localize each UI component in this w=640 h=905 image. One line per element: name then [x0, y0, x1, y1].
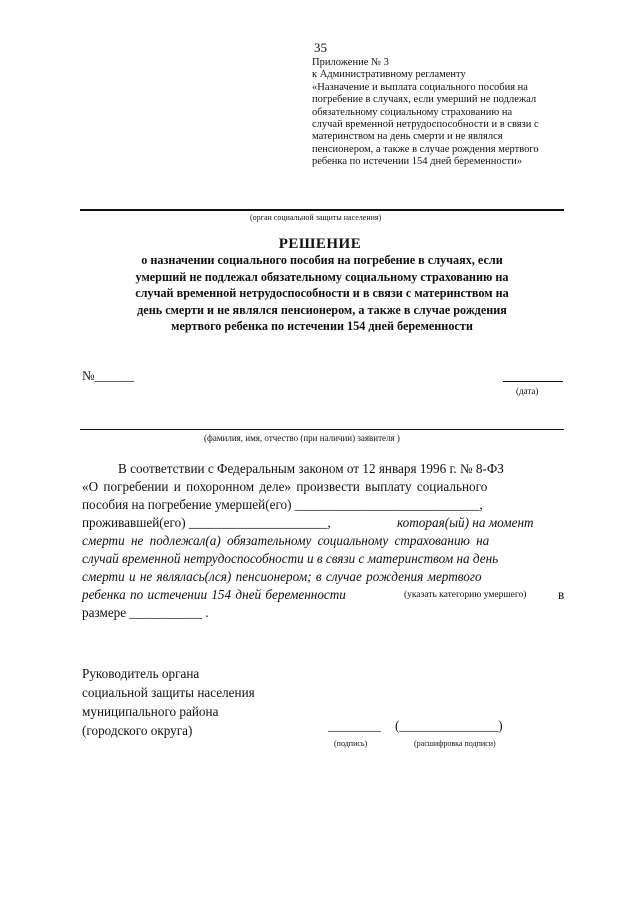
- category-hint: (указать категорию умершего): [404, 590, 527, 600]
- body-line: В соответствии с Федеральным законом от 12 января 1996 г. № 8-ФЗ: [118, 461, 504, 476]
- appendix-line: «Назначение и выплата социального пособия на: [312, 81, 528, 93]
- authority-caption: (орган социальной защиты населения): [250, 213, 382, 222]
- appendix-line: случай временной нетрудоспособности и в связи с: [312, 119, 539, 131]
- appendix-line: материнством на день смерти и не являлся: [312, 131, 503, 143]
- signature-caption: (подпись): [334, 739, 368, 748]
- subtitle-line: мертвого ребенка по истечении 154 дней беременности: [171, 319, 473, 334]
- subtitle-line: день смерти и не являлся пенсионером, а также в случае рождения: [137, 302, 507, 317]
- signatory-line: Руководитель органа: [82, 666, 200, 681]
- body-line: случай временной нетрудоспособности и в связи с материнством на день: [82, 551, 499, 566]
- document-title: РЕШЕНИЕ: [278, 236, 362, 252]
- appendix-line: к Административному регламенту: [312, 69, 466, 81]
- signature-blank: ________: [328, 718, 381, 733]
- page-number: 35: [314, 40, 327, 55]
- document-subtitle: [82, 252, 562, 335]
- document-number: №______: [82, 368, 135, 383]
- signatory-line: муниципального района: [82, 704, 219, 719]
- applicant-line: [80, 429, 564, 430]
- date-caption: (дата): [516, 386, 539, 396]
- date-line: [503, 381, 563, 382]
- body-line: смерти и не являлась(лся) пенсионером; в случае рождения мертвого: [82, 569, 482, 584]
- signatory-block: [82, 664, 255, 740]
- body-line: «О погребении и похоронном деле» произвести выплату социального: [82, 479, 488, 494]
- applicant-caption: (фамилия, имя, отчество (при наличии) заявителя ): [204, 433, 400, 443]
- signatory-line: социальной защиты населения: [82, 685, 255, 700]
- appendix-line: ребенка по истечении 154 дней беременности»: [312, 156, 522, 168]
- appendix-line: Приложение № 3: [312, 57, 389, 68]
- subtitle-line: случай временной нетрудоспособности и в связи с материнством на: [135, 286, 509, 301]
- body-line: ребенка по истечении 154 дней беременности: [82, 587, 346, 602]
- appendix-header: [312, 57, 539, 169]
- signature-decoding-caption: (расшифровка подписи): [414, 739, 496, 748]
- signature-decoding-blank: (_______________): [395, 718, 503, 733]
- body-line: в: [558, 587, 565, 602]
- body-line: смерти не подлежал(а) обязательному социальному страхованию на: [82, 533, 490, 548]
- appendix-line: пенсионером, а также в случае рождения мертвого: [312, 143, 539, 155]
- subtitle-line: о назначении социального пособия на погребение в случаях, если: [141, 253, 503, 267]
- signatory-line: (городского округа): [82, 723, 193, 738]
- subtitle-line: умерший не подлежал обязательному социальному страхованию на: [135, 269, 509, 284]
- body-line: пособия на погребение умершей(его) ____________________________,: [82, 497, 483, 512]
- body-line: размере ___________ .: [82, 605, 209, 620]
- body-line: которая(ый) на момент: [397, 515, 534, 530]
- appendix-line: погребение в случаях, если умерший не подлежал: [312, 94, 537, 106]
- appendix-line: обязательному социальному страхованию на: [312, 106, 513, 118]
- authority-line: [80, 209, 564, 211]
- body-line: проживавшей(его) _____________________,: [82, 515, 331, 530]
